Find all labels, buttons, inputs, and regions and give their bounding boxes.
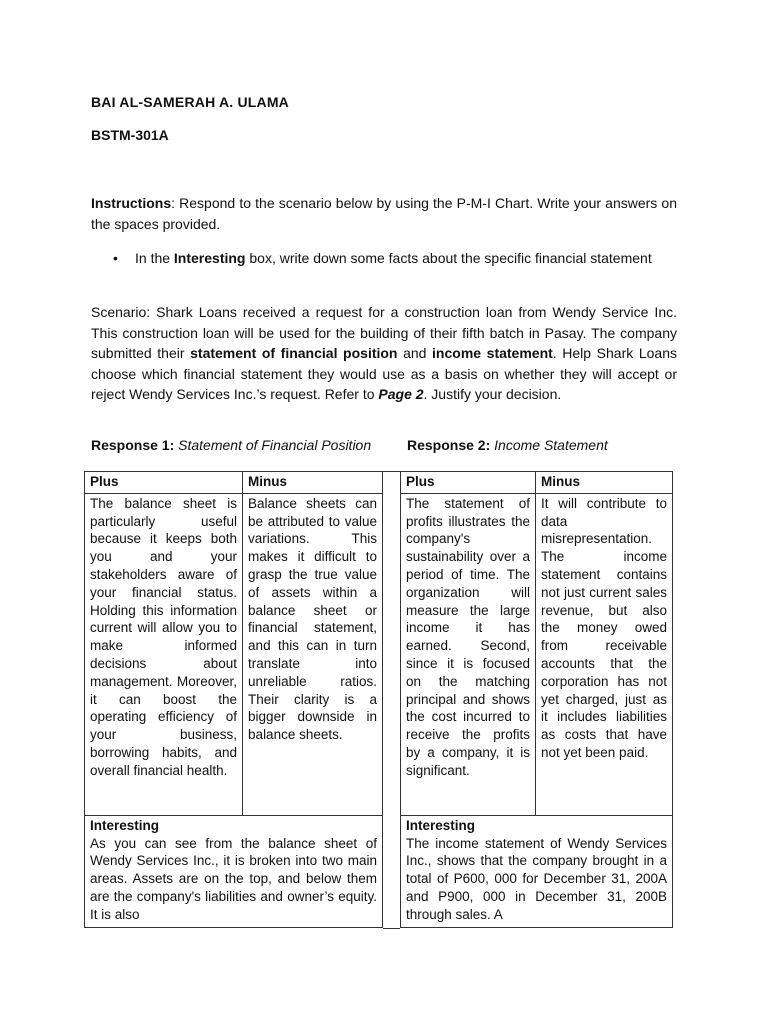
instructions-label: Instructions — [91, 195, 172, 211]
bullet-item: In the Interesting box, write down some facts about the specific financial statement — [135, 250, 652, 266]
plus-cell: The statement of profits illustrates the company's sustainability over a period of time. The organization will measure the large income it has earned. Second, since it is focused on the matching principal and shows the cost incurred to receive the profits by a company, it is significant. — [401, 493, 536, 815]
instructions-paragraph — [91, 193, 677, 234]
minus-header: Minus — [536, 472, 673, 494]
interesting-cell — [85, 815, 383, 927]
response-1-heading: Response 1: Statement of Financial Position — [91, 437, 372, 453]
scenario-bold-sofp: statement of financial position — [190, 345, 398, 361]
plus-cell: The balance sheet is particularly useful because it keeps both you and your stakeholders aware of your financial status. Holding this information current will allow you to make informed decisions about management. Moreover, it can boost the operating efficiency of your business, borrowing habits, and overall financial health. — [85, 493, 243, 815]
minus-cell: Balance sheets can be attributed to value variations. This makes it difficult to grasp the true value of assets within a balance sheet or financial statement, and this can in turn translate into unreliable ratios. Their clarity is a bigger downside in balance sheets. — [243, 493, 383, 815]
interesting-text: The income statement of Wendy Services Inc., shows that the company brought in a total of P600, 000 for December 31, 200A and P900, 000 in December 31, 200B through sales. A — [406, 835, 667, 922]
minus-cell: It will contribute to data misrepresentation. The income statement contains not just current sales revenue, but also the money owed from receivable accounts that the corporation has not yet charged, just as it includes liabilities as costs that have not yet been paid. — [536, 493, 673, 815]
interesting-header: Interesting — [90, 817, 160, 833]
scenario-page-ref: Page 2 — [378, 386, 424, 402]
student-section: BSTM-301A — [91, 127, 169, 143]
plus-header: Plus — [401, 472, 536, 494]
scenario-bold-is: income statement — [432, 345, 553, 361]
response-2-heading: Response 2: Income Statement — [407, 437, 608, 453]
plus-header: Plus — [85, 472, 243, 494]
interesting-header: Interesting — [406, 817, 476, 833]
interesting-cell — [401, 815, 673, 927]
student-name: BAI AL-SAMERAH A. ULAMA — [91, 94, 289, 110]
table-gap — [383, 471, 400, 929]
bullet-dot-icon: • — [113, 250, 118, 266]
minus-header: Minus — [243, 472, 383, 494]
pmi-table-response-1 — [84, 471, 383, 928]
instructions-text: : Respond to the scenario below by using the P-M-I Chart. Write your answers on the spaces provided. — [91, 195, 677, 232]
bullet-bold: Interesting — [173, 250, 246, 266]
pmi-table-response-2 — [400, 471, 673, 928]
interesting-text: As you can see from the balance sheet of Wendy Services Inc., it is broken into two main areas. Assets are on the top, and below them are the company's liabilities and owner’s equity. It is also — [90, 835, 377, 922]
scenario-paragraph: Scenario: Shark Loans received a request for a construction loan from Wendy Service Inc. This construction loan will be used for the building of their fifth batch in Pasay. The company submitted their statement of financial position and income statement. Help Shark Loans choose which financial statement they would use as a basis on whether they will accept or reject Wendy Services Inc.’s request. Refer to Page 2. Justify your decision. — [91, 304, 677, 402]
